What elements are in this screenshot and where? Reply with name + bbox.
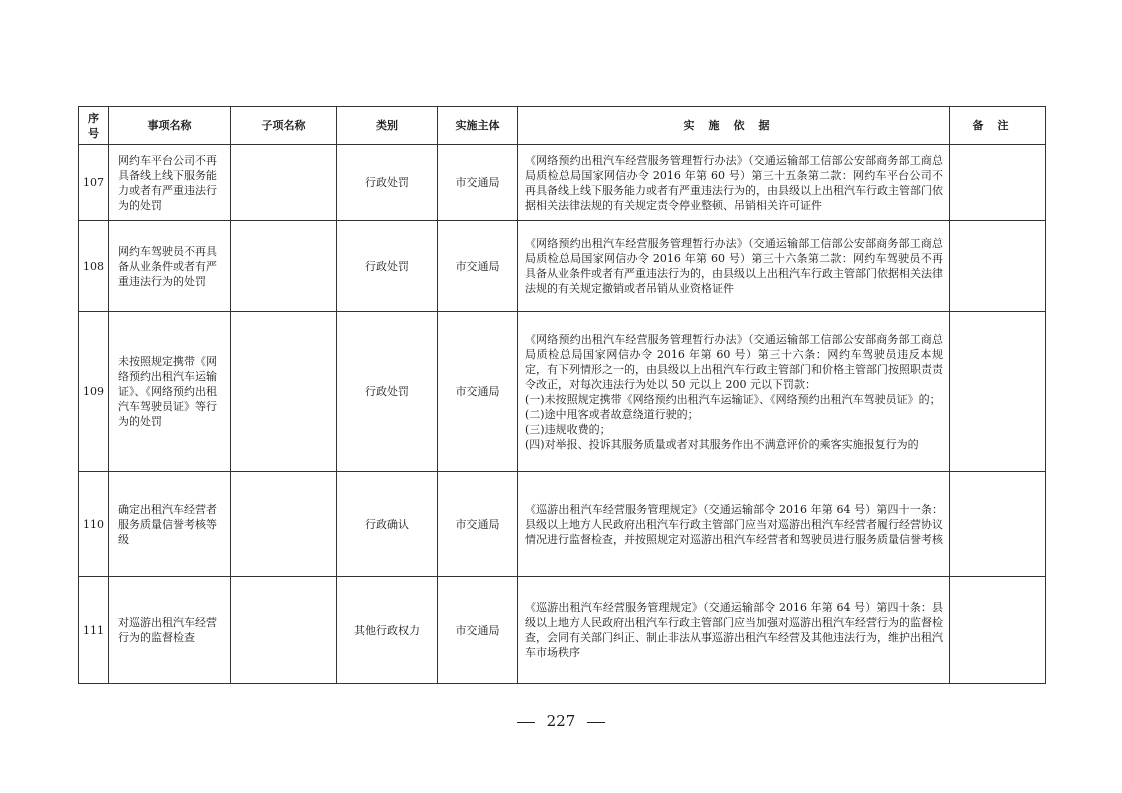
legal-basis (518, 472, 950, 577)
row-number: 110 (79, 472, 109, 577)
implementing-authority: 市交通局 (438, 221, 518, 312)
implementing-authority: 市交通局 (438, 312, 518, 472)
remarks (950, 312, 1046, 472)
footer-dash-left (517, 722, 535, 723)
legal-basis-line: (二)途中甩客或者故意绕道行驶的； (525, 407, 699, 421)
header-category: 类别 (337, 107, 438, 145)
row-number: 109 (79, 312, 109, 472)
row-number: 108 (79, 221, 109, 312)
legal-basis-line: (三)违规收费的； (525, 422, 611, 436)
legal-basis-line: 《网络预约出租汽车经营服务管理暂行办法》（交通运输部工信部公安部商务部工商总局质检总局国家网信办令 2016 年第 60 号）第三十六条：网约车驾驶员违反本规定，有下列情形之一的，由县级以上出租汽车行政主管部门和价格主管部门按照职责责令改正，对每次违法行为处以 50 元以上 200 元以下罚款： (525, 332, 943, 391)
legal-basis (518, 577, 950, 684)
legal-basis-line: (一)未按照规定携带《网络预约出租汽车运输证》、《网络预约出租汽车驾驶员证》的； (525, 392, 941, 406)
footer-dash-right (587, 722, 605, 723)
row-number: 111 (79, 577, 109, 684)
implementing-authority: 市交通局 (438, 145, 518, 221)
sub-item-name (231, 221, 337, 312)
legal-basis (518, 221, 950, 312)
item-name: 对巡游出租汽车经营行为的监督检查 (109, 577, 231, 684)
table-row (79, 145, 1046, 221)
legal-basis-line: 《网络预约出租汽车经营服务管理暂行办法》（交通运输部工信部公安部商务部工商总局质检总局国家网信办令 2016 年第 60 号）第三十五条第二款：网约车平台公司不再具备线上线下服务能力或者有严重违法行为的，由县级以上出租汽车行政主管部门依据相关法律法规的有关规定责令停业整顿、吊销相关许可证件 (525, 153, 943, 212)
row-number: 107 (79, 145, 109, 221)
sub-item-name (231, 577, 337, 684)
legal-basis (518, 145, 950, 221)
legal-basis-line: 《网络预约出租汽车经营服务管理暂行办法》（交通运输部工信部公安部商务部工商总局质检总局国家网信办令 2016 年第 60 号）第三十六条第二款：网约车驾驶员不再具备从业条件或者有严重违法行为的，由县级以上出租汽车行政主管部门依据相关法律法规的有关规定撤销或者吊销从业资格证件 (525, 237, 943, 295)
table-row (79, 577, 1046, 684)
item-name: 确定出租汽车经营者服务质量信誉考核等级 (109, 472, 231, 577)
sub-item-name (231, 312, 337, 472)
legal-basis-line: (四)对举报、投诉其服务质量或者对其服务作出不满意评价的乘客实施报复行为的 (525, 437, 919, 451)
remarks (950, 472, 1046, 577)
item-category: 行政处罚 (337, 221, 438, 312)
header-sub-item: 子项名称 (231, 107, 337, 145)
item-category: 其他行政权力 (337, 577, 438, 684)
header-remarks: 备注 (950, 107, 1046, 145)
remarks (950, 577, 1046, 684)
item-name: 未按照规定携带《网络预约出租汽车运输证》、《网络预约出租汽车驾驶员证》等行为的处罚 (109, 312, 231, 472)
page-footer (0, 712, 1122, 730)
table-row (79, 221, 1046, 312)
header-seq: 序 号 (79, 107, 109, 145)
remarks (950, 221, 1046, 312)
item-category: 行政处罚 (337, 312, 438, 472)
item-name: 网约车平台公司不再具备线上线下服务能力或者有严重违法行为的处罚 (109, 145, 231, 221)
sub-item-name (231, 472, 337, 577)
header-row (79, 107, 1046, 145)
legal-basis-line: 《巡游出租汽车经营服务管理规定》（交通运输部令 2016 年第 64 号）第四十一条：县级以上地方人民政府出租汽车行政主管部门应当对巡游出租汽车经营者履行经营协议情况进行监督检查，并按照规定对巡游出租汽车经营者和驾驶员进行服务质量信誉考核 (525, 502, 943, 546)
remarks (950, 145, 1046, 221)
item-name: 网约车驾驶员不再具备从业条件或者有严重违法行为的处罚 (109, 221, 231, 312)
implementing-authority: 市交通局 (438, 577, 518, 684)
table-row (79, 312, 1046, 472)
item-category: 行政处罚 (337, 145, 438, 221)
page-number: 227 (546, 712, 576, 730)
table-row (79, 472, 1046, 577)
implementing-authority: 市交通局 (438, 472, 518, 577)
authority-table (78, 106, 1046, 684)
header-basis: 实施依据 (518, 107, 950, 145)
header-item-name: 事项名称 (109, 107, 231, 145)
legal-basis-line: 《巡游出租汽车经营服务管理规定》（交通运输部令 2016 年第 64 号）第四十条：县级以上地方人民政府出租汽车行政主管部门应当加强对巡游出租汽车经营行为的监督检查，会同有关部门纠正、制止非法从事巡游出租汽车经营及其他违法行为，维护出租汽车市场秩序 (525, 601, 943, 659)
header-authority: 实施主体 (438, 107, 518, 145)
sub-item-name (231, 145, 337, 221)
legal-basis (518, 312, 950, 472)
item-category: 行政确认 (337, 472, 438, 577)
